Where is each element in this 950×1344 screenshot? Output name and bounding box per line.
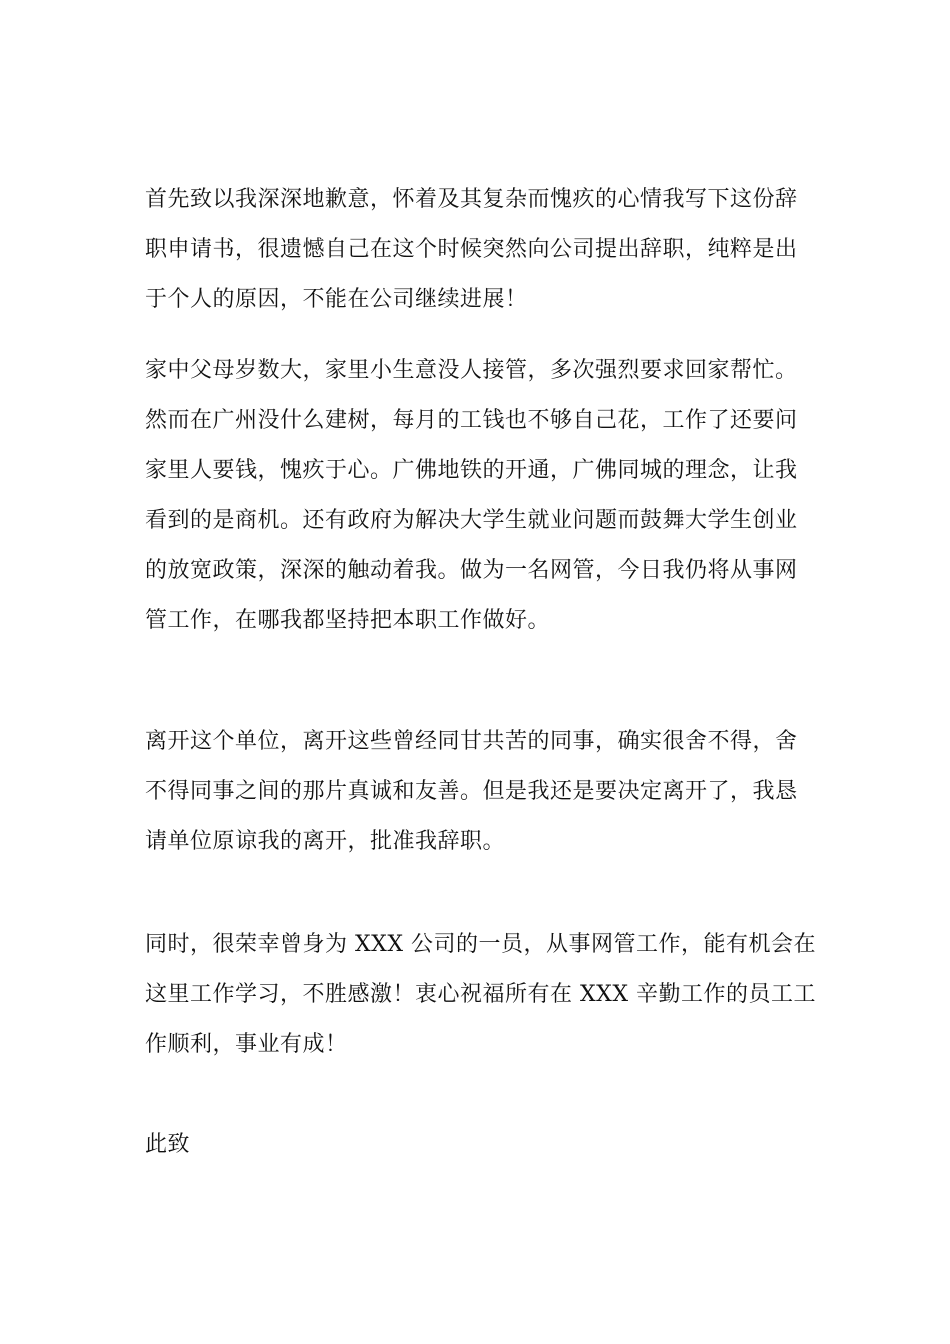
paragraph-apology [145,175,810,325]
text-line: 不得同事之间的那片真诚和友善。但是我还是要决定离开了，我恳 [145,779,798,804]
paragraph-farewell [145,717,810,867]
closing-salutation: 此致 [145,1132,191,1157]
paragraph-gratitude [145,920,816,1070]
text-line: 家里人要钱，愧疚于心。广佛地铁的开通，广佛同城的理念，让我 [145,458,798,483]
text-line: 然而在广州没什么建树，每月的工钱也不够自己花，工作了还要问 [145,408,798,433]
text-line: 离开这个单位，离开这些曾经同甘共苦的同事，确实很舍不得，舍 [145,729,798,754]
text-line: 管工作，在哪我都坚持把本职工作做好。 [145,608,551,633]
text-line: 家中父母岁数大，家里小生意没人接管，多次强烈要求回家帮忙。 [145,358,798,383]
text-line: 职申请书，很遗憾自己在这个时候突然向公司提出辞职，纯粹是出 [145,237,798,262]
text-line: 请单位原谅我的离开，批准我辞职。 [145,829,506,854]
text-line: 这里工作学习，不胜感激！衷心祝福所有在 XXX 辛勤工作的员工工 [145,982,816,1007]
text-line: 首先致以我深深地歉意，怀着及其复杂而愧疚的心情我写下这份辞 [145,187,798,212]
text-line: 看到的是商机。还有政府为解决大学生就业问题而鼓舞大学生创业 [145,508,798,533]
paragraph-closing [145,1120,810,1170]
text-line: 作顺利，事业有成！ [145,1032,348,1057]
text-line: 于个人的原因，不能在公司继续进展！ [145,287,528,312]
text-line: 同时，很荣幸曾身为 XXX 公司的一员，从事网管工作，能有机会在 [145,932,816,957]
text-line: 的放宽政策，深深的触动着我。做为一名网管，今日我仍将从事网 [145,558,798,583]
paragraph-reasons [145,346,810,646]
